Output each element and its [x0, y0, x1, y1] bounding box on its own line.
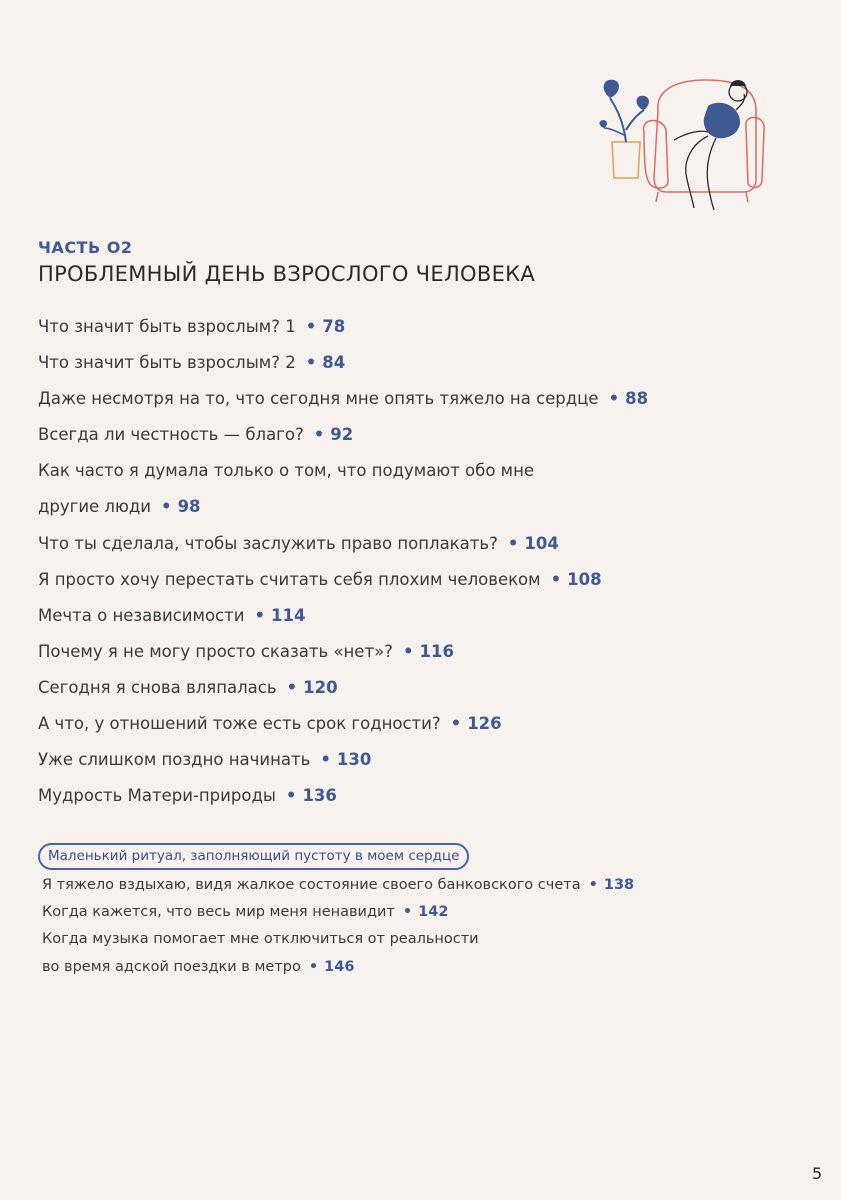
toc-entry-title: Я просто хочу перестать считать себя плохим человеком — [38, 569, 541, 589]
toc-page-number: 84 — [322, 353, 346, 373]
toc-page-number: 120 — [303, 677, 338, 697]
toc-entry-title: Что значит быть взрослым? 1 — [38, 317, 296, 336]
toc-entry — [38, 309, 758, 345]
toc-page-number: 136 — [302, 786, 337, 806]
ritual-entry — [42, 899, 762, 926]
toc-page-number: 116 — [419, 641, 454, 661]
toc-entry — [38, 489, 758, 525]
toc-entry-title: Почему я не могу просто сказать «нет»? — [38, 641, 393, 661]
bullet-icon: • — [402, 904, 413, 921]
toc-entry — [38, 742, 758, 778]
toc-entry-title: Всегда ли честность — благо? — [38, 425, 304, 445]
toc-entry-title: Даже несмотря на то, что сегодня мне опять тяжело на сердце — [38, 389, 599, 409]
ritual-entry — [42, 872, 762, 899]
ritual-entry-continued — [42, 926, 762, 953]
toc-entry — [38, 381, 758, 417]
bullet-icon: • — [286, 677, 298, 697]
toc-entry-title: Уже слишком поздно начинать — [38, 750, 311, 770]
part-label: ЧАСТЬ О2 — [38, 238, 133, 257]
toc-page-number: 98 — [177, 497, 201, 517]
ritual-entry-title: Когда кажется, что весь мир меня ненавидит — [42, 904, 395, 921]
toc-entry-title: Как часто я думала только о том, что подумают обо мне — [38, 461, 535, 481]
toc-page-number: 78 — [322, 317, 346, 336]
bullet-icon: • — [313, 425, 325, 445]
toc-entry-title: Что ты сделала, чтобы заслужить право поплакать? — [38, 533, 498, 553]
ritual-entry-title: Я тяжело вздыхаю, видя жалкое состояние своего банковского счета — [42, 877, 581, 893]
bullet-icon: • — [305, 317, 317, 336]
toc-entry-title: другие люди — [38, 497, 152, 517]
toc-entry — [38, 634, 758, 670]
toc-entry — [38, 778, 758, 814]
toc-page-number: 108 — [567, 569, 602, 589]
toc-page-number: 130 — [336, 750, 372, 770]
toc-entry-title: Сегодня я снова вляпалась — [38, 677, 277, 697]
toc-entry-title: Что значит быть взрослым? 2 — [38, 353, 296, 373]
toc-entry — [38, 670, 758, 706]
toc-entry — [38, 598, 758, 634]
toc-entry-continued — [38, 453, 758, 489]
ritual-section-title: Маленький ритуал, заполняющий пустоту в моем сердце — [38, 843, 469, 870]
toc-page-number: 126 — [467, 714, 502, 734]
toc-page-number: 88 — [625, 389, 649, 409]
ritual-page-number: 138 — [603, 877, 635, 893]
page-number: 5 — [812, 1164, 823, 1183]
ritual-page-number: 142 — [418, 904, 449, 921]
bullet-icon: • — [507, 533, 519, 553]
bullet-icon: • — [450, 714, 462, 734]
toc-entry — [38, 562, 758, 598]
bullet-icon: • — [254, 605, 266, 625]
toc-entry — [38, 345, 758, 381]
ritual-page-number: 146 — [324, 958, 355, 975]
bullet-icon: • — [588, 877, 598, 893]
toc-entry — [38, 706, 758, 742]
ritual-contents — [42, 872, 762, 981]
toc-entry — [38, 417, 758, 453]
bullet-icon: • — [308, 958, 319, 975]
table-of-contents — [38, 309, 758, 814]
part-title: ПРОБЛЕМНЫЙ ДЕНЬ ВЗРОСЛОГО ЧЕЛОВЕКА — [38, 262, 536, 286]
bullet-icon: • — [608, 389, 620, 409]
toc-page-number: 114 — [271, 605, 306, 625]
toc-page-number: 92 — [330, 425, 354, 445]
ritual-entry-title: Когда музыка помогает мне отключиться от реальности — [42, 931, 479, 948]
woman-in-armchair-illustration — [596, 70, 772, 218]
bullet-icon: • — [161, 497, 172, 517]
bullet-icon: • — [285, 786, 297, 806]
toc-entry-title: Мудрость Матери-природы — [38, 786, 276, 806]
ritual-entry — [42, 954, 762, 981]
toc-entry — [38, 526, 758, 562]
toc-entry-title: Мечта о независимости — [38, 605, 245, 625]
bullet-icon: • — [305, 353, 317, 373]
ritual-entry-title: во время адской поездки в метро — [42, 958, 301, 975]
toc-page-number: 104 — [524, 533, 559, 553]
toc-entry-title: А что, у отношений тоже есть срок годности? — [38, 714, 441, 734]
bullet-icon: • — [550, 569, 562, 589]
bullet-icon: • — [402, 641, 414, 661]
bullet-icon: • — [320, 750, 331, 770]
